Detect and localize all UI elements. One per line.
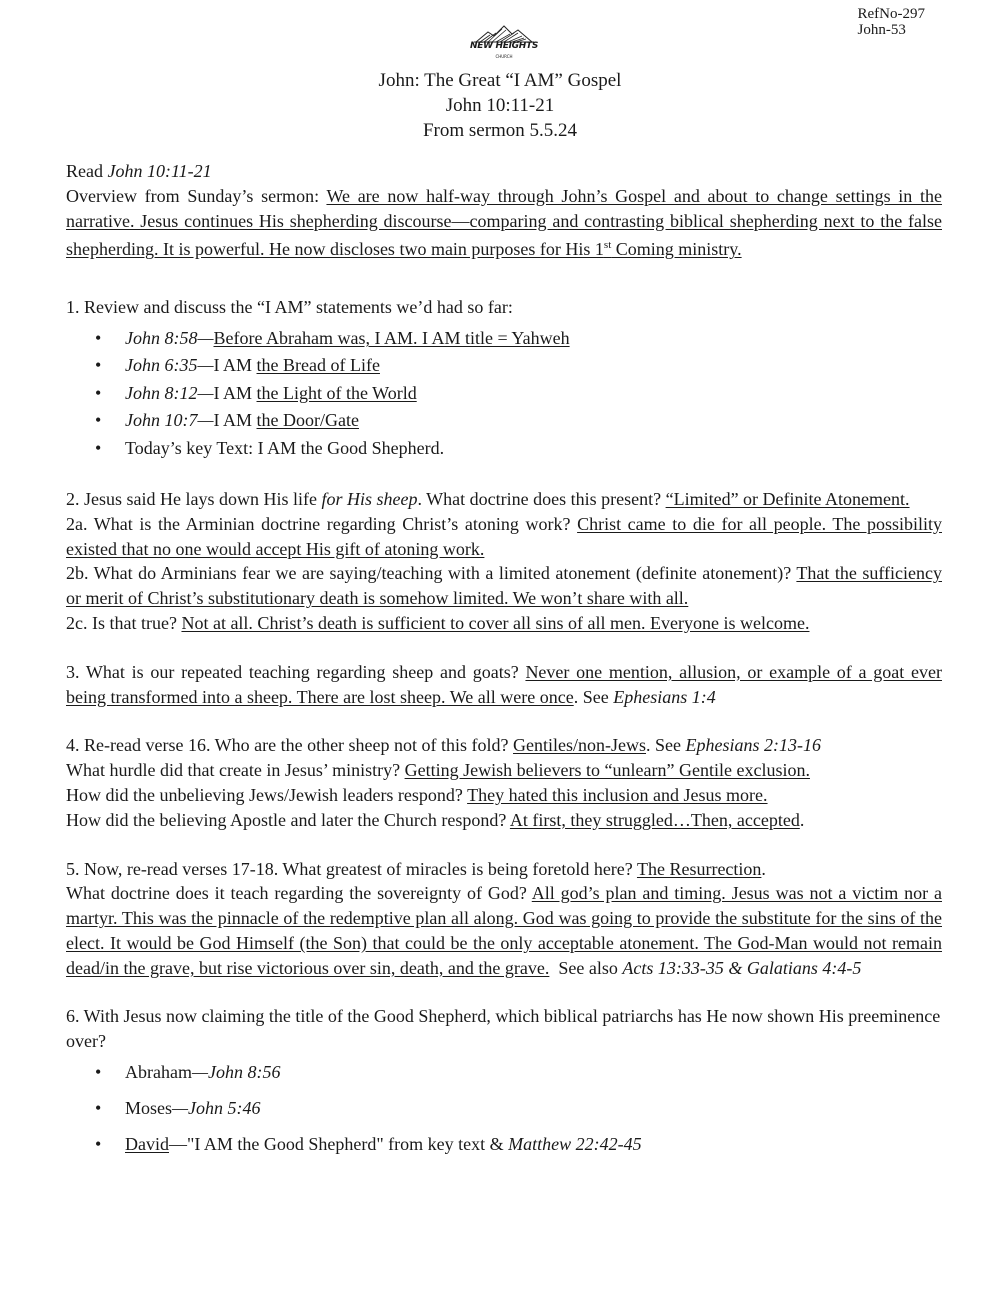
i-am-list — [66, 326, 942, 460]
list-item: • David—"I AM the Good Shepherd" from key text & Matthew 22:42-45 — [66, 1132, 942, 1157]
question-4: 4. Re-read verse 16. Who are the other sheep not of this fold? Gentiles/non-Jews. See Ephesians 2:13-16 — [66, 735, 821, 756]
read-line: Read John 10:11-21 — [66, 161, 212, 181]
list-item: • John 8:58—Before Abraham was, I AM. I AM title = Yahweh — [66, 326, 942, 351]
answer-2b: That the sufficiency or merit of Christ’s substitutionary death is somehow limited. We won’t share with all. — [66, 563, 942, 609]
logo-subtext: CHURCH — [495, 54, 513, 59]
list-item: • Today’s key Text: I AM the Good Shepherd. — [66, 436, 942, 461]
list-item: • John 10:7—I AM the Door/Gate — [66, 408, 942, 433]
question-5-doctrine: What doctrine does it teach regarding the sovereignty of God? All god’s plan and timing. Jesus was not a victim nor a martyr. This was the pinnacle of the redemptive plan all along. God was going to provide the substitute for the sins of the elect. It would be God Himself (the Son) that could be the only acceptable atonement. The God-Man would not remain dead/in the grave, but rise victorious over sin, death, and the grave. See also Acts 13:33-35 & Galatians 4:4-5 — [66, 883, 942, 978]
answer-3: Never one mention, allusion, or example of a goat ever being transformed into a sheep. There are lost sheep. We all were once — [66, 661, 942, 707]
question-2b: 2b. What do Arminians fear we are saying/teaching with a limited atonement (definite atonement)? That the sufficiency or merit of Christ’s substitutionary death is somehow limited. We won’t share with all. — [66, 563, 942, 609]
read-reference: John 10:11-21 — [107, 161, 212, 181]
question-2: 2. Jesus said He lays down His life for His sheep. What doctrine does this present? “Limited” or Definite Atonement. — [66, 488, 910, 509]
answer-2: “Limited” or Definite Atonement. — [665, 488, 910, 509]
list-item: • John 6:35—I AM the Bread of Life — [66, 353, 942, 378]
question-1: 1. Review and discuss the “I AM” statements we’d had so far: — [66, 297, 513, 318]
title-block — [0, 68, 1000, 143]
page-title: John: The Great “I AM” Gospel — [378, 70, 622, 91]
document-body — [66, 159, 942, 1167]
question-2a: 2a. What is the Arminian doctrine regarding Christ’s atoning work? Christ came to die for all people. The possibility existed that no one would accept His gift of atoning work. — [66, 513, 942, 559]
page-passage: John 10:11-21 — [445, 95, 555, 116]
list-item: • Abraham—John 8:56 — [66, 1060, 942, 1085]
question-4-hurdle: What hurdle did that create in Jesus’ ministry? Getting Jewish believers to “unlearn” Gentile exclusion. — [66, 760, 810, 781]
logo-text: NEW HEIGHTS — [469, 41, 538, 51]
answer-5: All god’s plan and timing. Jesus was not a victim nor a martyr. This was the pinnacle of the redemptive plan all along. God was going to provide the substitute for the sins of the elect. It would be God Himself (the Son) that could be the only acceptable atonement. The God-Man would not remain dead/in the grave, but rise victorious over sin, death, and the grave. — [66, 883, 942, 978]
question-2c: 2c. Is that true? Not at all. Christ’s death is sufficient to cover all sins of all men. Everyone is welcome. — [66, 612, 810, 633]
question-4-church: How did the believing Apostle and later the Church respond? At first, they struggled…Then, accepted. — [66, 809, 805, 830]
patriarch-list — [66, 1060, 942, 1156]
answer-2a: Christ came to die for all people. The possibility existed that no one would accept His gift of atoning work. — [66, 513, 942, 559]
list-item: • Moses—John 5:46 — [66, 1096, 942, 1121]
question-4-unbelieving: How did the unbelieving Jews/Jewish leaders respond? They hated this inclusion and Jesus more. — [66, 784, 768, 805]
overview-answer: We are now half-way through John’s Gospel and about to change settings in the narrative. Jesus continues His shepherding discourse—comparing and contrasting biblical shepherding next to the false shepherding. It is powerful. He now discloses two main purposes for His 1st Coming ministry. — [66, 185, 942, 260]
page-sermon-date: From sermon 5.5.24 — [422, 120, 578, 141]
answer-2c: Not at all. Christ’s death is sufficient to cover all sins of all men. Everyone is welcome. — [181, 612, 810, 633]
ref-code: John-53 — [857, 22, 906, 38]
overview-paragraph: Overview from Sunday’s sermon: We are now half-way through John’s Gospel and about to change settings in the narrative. Jesus continues His shepherding discourse—comparing and contrasting biblical shepherding next to the false shepherding. It is powerful. He now discloses two main purposes for His 1st Coming ministry. — [66, 185, 942, 260]
list-item: • John 8:12—I AM the Light of the World — [66, 381, 942, 406]
question-3: 3. What is our repeated teaching regarding sheep and goats? Never one mention, allusion, or example of a goat ever being transformed into a sheep. There are lost sheep. We all were once. See Ephesians 1:4 — [66, 661, 942, 707]
question-5: 5. Now, re-read verses 17-18. What greatest of miracles is being foretold here? The Resurrection. — [66, 858, 766, 879]
ref-number: RefNo-297 — [857, 6, 925, 22]
reference-block — [858, 6, 926, 38]
question-6: 6. With Jesus now claiming the title of the Good Shepherd, which biblical patriarchs has He now shown His preeminence over? — [66, 1006, 941, 1052]
church-logo — [466, 24, 542, 64]
